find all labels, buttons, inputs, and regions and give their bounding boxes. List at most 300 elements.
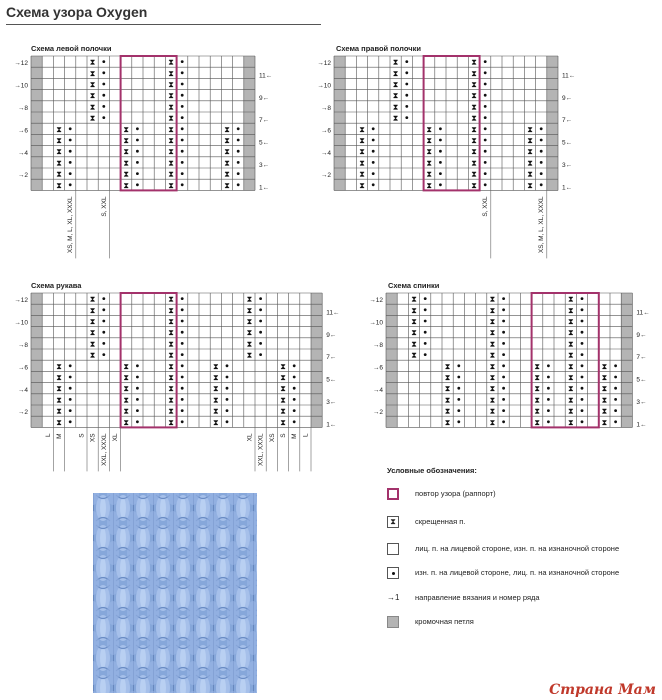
purl-stitch <box>547 376 550 379</box>
crossed-stitch: ⧗ <box>567 361 574 371</box>
crossed-stitch: ⧗ <box>534 361 541 371</box>
row-label-left: →4 <box>320 149 331 157</box>
crossed-stitch: ⧗ <box>411 350 417 360</box>
crossed-stitch: ⧗ <box>224 136 230 145</box>
crossed-stitch: ⧗ <box>411 294 417 304</box>
purl-stitch <box>484 71 487 74</box>
crossed-stitch: ⧗ <box>56 373 62 382</box>
purl-stitch <box>181 376 184 379</box>
size-label: S, XXL <box>482 196 490 217</box>
purl-stitch <box>102 353 105 356</box>
crossed-stitch: ⧗ <box>168 68 174 78</box>
row-label-right: 11← <box>259 72 273 80</box>
crossed-stitch: ⧗ <box>534 406 541 416</box>
purl-stitch <box>372 161 375 164</box>
crossed-stitch: ⧗ <box>123 147 130 157</box>
crossed-stitch: ⧗ <box>527 136 533 145</box>
crossed-stitch: ⧗ <box>534 384 541 394</box>
purl-stitch <box>136 376 139 379</box>
crossed-stitch: ⧗ <box>168 147 174 157</box>
row-label-right: 9← <box>636 331 647 339</box>
purl-stitch <box>581 331 584 334</box>
crossed-stitch: ⧗ <box>89 328 96 338</box>
crossed-stitch: ⧗ <box>359 169 365 179</box>
row-label-right: 9← <box>326 331 337 339</box>
crossed-stitch: ⧗ <box>489 406 496 416</box>
size-label: L <box>44 433 52 438</box>
crossed-stitch: ⧗ <box>601 406 608 416</box>
row-label-right: 5← <box>259 139 270 147</box>
crossed-stitch: ⧗ <box>567 417 574 427</box>
crossed-stitch: ⧗ <box>168 361 174 371</box>
row-label-right: 11← <box>562 72 576 80</box>
chart-title: Схема рукава <box>31 281 82 290</box>
purl-stitch <box>181 387 184 390</box>
purl-stitch <box>102 83 105 86</box>
watermark: Страна Мам <box>549 682 656 698</box>
crossed-stitch: ⧗ <box>246 350 253 360</box>
chart-title: Схема спинки <box>388 281 440 290</box>
crossed-stitch: ⧗ <box>426 136 433 145</box>
crossed-stitch: ⧗ <box>392 102 399 112</box>
repeat-outline-icon <box>387 488 399 500</box>
row-label-left: →4 <box>372 386 383 394</box>
purl-stitch <box>581 364 584 367</box>
purl-stitch <box>181 342 184 345</box>
purl-stitch <box>69 161 72 164</box>
size-label: S <box>78 433 86 438</box>
crossed-stitch: ⧗ <box>444 395 451 405</box>
crossed-stitch: ⧗ <box>567 350 574 360</box>
row-label-right: 11← <box>636 309 650 317</box>
purl-stitch <box>502 398 505 401</box>
chart-title: Схема правой полочки <box>336 44 421 53</box>
purl-stitch <box>259 331 262 334</box>
purl-stitch <box>547 364 550 367</box>
purl-stitch <box>293 364 296 367</box>
row-label-left: →2 <box>320 172 331 180</box>
row-label-right: 3← <box>636 399 647 406</box>
size-label: XS, M, L, XL, XXXL <box>538 196 546 254</box>
crossed-stitch: ⧗ <box>444 361 451 371</box>
crossed-stitch: ⧗ <box>392 80 399 89</box>
crossed-stitch: ⧗ <box>212 361 219 371</box>
crossed-stitch: ⧗ <box>224 124 230 134</box>
row-label-right: 1← <box>562 184 573 192</box>
purl-stitch <box>502 376 505 379</box>
crossed-stitch: ⧗ <box>168 124 174 134</box>
row-label-right: 5← <box>562 139 573 147</box>
purl-stitch <box>484 83 487 86</box>
crossed-stitch: ⧗ <box>123 361 130 371</box>
purl-stitch <box>581 297 584 300</box>
purl-stitch <box>424 308 427 311</box>
purl-stitch <box>136 172 139 175</box>
crossed-stitch: ⧗ <box>392 68 399 78</box>
crossed-stitch: ⧗ <box>123 406 130 416</box>
crossed-stitch: ⧗ <box>123 169 130 179</box>
purl-stitch <box>405 105 408 108</box>
purl-stitch <box>102 94 105 97</box>
crossed-stitch: ⧗ <box>168 395 174 405</box>
crossed-stitch: ⧗ <box>168 136 174 145</box>
crossed-stitch: ⧗ <box>280 417 286 427</box>
purl-stitch <box>226 376 229 379</box>
crossed-stitch: ⧗ <box>56 384 62 394</box>
size-label: XXL, XXXL <box>257 433 265 466</box>
purl-stitch <box>581 398 584 401</box>
crossed-stitch: ⧗ <box>168 80 174 89</box>
chart-left-front <box>0 44 320 284</box>
legend-label: кромочная петля <box>415 617 474 626</box>
crossed-stitch: ⧗ <box>212 373 219 382</box>
crossed-stitch: ⧗ <box>601 395 608 405</box>
crossed-stitch: ⧗ <box>471 180 477 190</box>
row-label-left: →6 <box>17 364 28 372</box>
purl-stitch <box>502 297 505 300</box>
crossed-stitch: ⧗ <box>246 339 253 349</box>
purl-stitch <box>181 297 184 300</box>
crossed-stitch: ⧗ <box>527 147 533 157</box>
purl-stitch <box>102 60 105 63</box>
crossed-stitch: ⧗ <box>123 395 130 405</box>
row-label-left: →10 <box>317 82 331 90</box>
crossed-stitch: ⧗ <box>168 158 174 168</box>
crossed-stitch: ⧗ <box>89 80 96 89</box>
crossed-stitch: ⧗ <box>168 294 174 304</box>
crossed-stitch: ⧗ <box>601 361 608 371</box>
purl-stitch <box>181 353 184 356</box>
crossed-stitch: ⧗ <box>567 294 574 304</box>
crossed-stitch: ⧗ <box>444 406 451 416</box>
purl-stitch <box>181 60 184 63</box>
row-label-left: →8 <box>17 105 28 112</box>
crossed-stitch: ⧗ <box>280 373 286 382</box>
chart-grid <box>0 281 380 491</box>
purl-stitch <box>69 420 72 423</box>
purl-stitch <box>540 150 543 153</box>
purl-stitch <box>540 183 543 186</box>
crossed-stitch: ⧗ <box>411 317 417 326</box>
purl-stitch <box>181 183 184 186</box>
crossed-stitch: ⧗ <box>212 417 219 427</box>
purl-stitch <box>372 183 375 186</box>
purl-stitch <box>439 183 442 186</box>
crossed-stitch: ⧗ <box>444 373 451 382</box>
crossed-stitch: ⧗ <box>56 406 62 416</box>
crossed-stitch: ⧗ <box>471 147 477 157</box>
purl-stitch <box>181 420 184 423</box>
crossed-stitch: ⧗ <box>123 180 130 190</box>
purl-stitch <box>484 150 487 153</box>
purl-stitch <box>424 297 427 300</box>
crossed-stitch: ⧗ <box>527 124 533 134</box>
row-label-left: →4 <box>17 386 28 394</box>
crossed-stitch: ⧗ <box>168 91 174 101</box>
purl-stitch <box>484 127 487 130</box>
crossed-stitch: ⧗ <box>489 305 496 315</box>
purl-stitch <box>136 150 139 153</box>
purl-stitch <box>484 60 487 63</box>
crossed-stitch: ⧗ <box>123 373 130 382</box>
purl-stitch <box>181 398 184 401</box>
crossed-stitch: ⧗ <box>280 384 286 394</box>
purl-stitch <box>581 409 584 412</box>
row-label-left: →6 <box>372 364 383 372</box>
purl-stitch <box>237 139 240 142</box>
row-label-left: →10 <box>14 82 28 90</box>
crossed-stitch: ⧗ <box>280 406 286 416</box>
purl-stitch <box>69 150 72 153</box>
purl-stitch <box>293 420 296 423</box>
purl-stitch <box>237 150 240 153</box>
row-label-left: →12 <box>14 60 28 68</box>
row-label-right: 9← <box>259 94 270 102</box>
purl-stitch <box>69 398 72 401</box>
crossed-stitch: ⧗ <box>489 328 496 338</box>
purl-stitch <box>614 376 617 379</box>
purl-stitch <box>136 420 139 423</box>
purl-stitch <box>457 398 460 401</box>
size-label: XL <box>112 433 119 442</box>
crossed-stitch: ⧗ <box>359 180 365 190</box>
purl-stitch <box>372 127 375 130</box>
crossed-stitch: ⧗ <box>527 158 533 168</box>
crossed-stitch: ⧗ <box>123 136 130 145</box>
purl-stitch <box>293 376 296 379</box>
row-label-left: →10 <box>369 319 383 327</box>
purl-stitch <box>69 364 72 367</box>
purl-stitch <box>424 331 427 334</box>
crossed-stitch: ⧗ <box>471 124 477 134</box>
crossed-stitch: ⧗ <box>89 102 96 112</box>
crossed-stitch: ⧗ <box>489 373 496 382</box>
row-label-right: 5← <box>326 376 337 384</box>
legend-label: направление вязания и номер ряда <box>415 593 540 602</box>
crossed-stitch: ⧗ <box>224 169 230 179</box>
purl-stitch <box>457 420 460 423</box>
crossed-stitch: ⧗ <box>471 80 477 89</box>
crossed-stitch: ⧗ <box>168 384 174 394</box>
purl-stitch <box>181 409 184 412</box>
row-label-left: →2 <box>17 172 28 180</box>
purl-stitch <box>69 376 72 379</box>
purl-stitch <box>502 420 505 423</box>
crossed-stitch: ⧗ <box>168 169 174 179</box>
size-label: XS, M, L, XL, XXXL <box>67 196 75 254</box>
purl-stitch <box>502 387 505 390</box>
crossed-stitch: ⧗ <box>567 339 574 349</box>
crossed-stitch: ⧗ <box>56 417 62 427</box>
purl-stitch <box>181 161 184 164</box>
crossed-stitch: ⧗ <box>471 91 477 101</box>
purl-stitch <box>226 387 229 390</box>
crossed-stitch: ⧗ <box>168 180 174 190</box>
crossed-stitch: ⧗ <box>56 147 62 157</box>
purl-stitch <box>259 297 262 300</box>
purl-stitch <box>181 116 184 119</box>
crossed-stitch: ⧗ <box>471 113 477 123</box>
crossed-stitch: ⧗ <box>89 57 96 67</box>
purl-stitch <box>405 94 408 97</box>
row-label-left: →12 <box>317 60 331 68</box>
crossed-stitch: ⧗ <box>246 305 253 315</box>
purl-stitch <box>237 183 240 186</box>
row-label-left: →4 <box>17 149 28 157</box>
crossed-stitch: ⧗ <box>123 417 130 427</box>
crossed-stitch: ⧗ <box>392 91 399 101</box>
chart-grid <box>303 44 623 284</box>
crossed-stitch-icon: ⧗ <box>387 516 399 528</box>
purl-stitch <box>102 297 105 300</box>
purl-stitch <box>69 127 72 130</box>
size-label: L <box>302 433 310 438</box>
crossed-stitch: ⧗ <box>426 180 433 190</box>
crossed-stitch: ⧗ <box>280 395 286 405</box>
row-label-left: →12 <box>14 297 28 305</box>
crossed-stitch: ⧗ <box>426 147 433 157</box>
crossed-stitch: ⧗ <box>89 294 96 304</box>
legend-label: скрещенная п. <box>415 517 466 526</box>
crossed-stitch: ⧗ <box>89 91 96 101</box>
crossed-stitch: ⧗ <box>489 417 496 427</box>
crossed-stitch: ⧗ <box>168 305 174 315</box>
purl-stitch-icon <box>387 567 399 579</box>
purl-stitch <box>237 127 240 130</box>
row-label-left: →2 <box>372 409 383 417</box>
purl-stitch <box>547 420 550 423</box>
crossed-stitch: ⧗ <box>246 317 253 326</box>
purl-stitch <box>547 387 550 390</box>
purl-stitch <box>614 420 617 423</box>
purl-stitch <box>181 320 184 323</box>
crossed-stitch: ⧗ <box>89 339 96 349</box>
crossed-stitch: ⧗ <box>426 169 433 179</box>
row-label-right: 11← <box>326 309 340 317</box>
edge-stitch-icon <box>387 616 399 628</box>
crossed-stitch: ⧗ <box>168 317 174 326</box>
crossed-stitch: ⧗ <box>426 158 433 168</box>
purl-stitch <box>69 172 72 175</box>
purl-stitch <box>439 127 442 130</box>
crossed-stitch: ⧗ <box>359 124 365 134</box>
crossed-stitch: ⧗ <box>489 361 496 371</box>
purl-stitch <box>457 409 460 412</box>
purl-stitch <box>259 308 262 311</box>
purl-stitch <box>405 60 408 63</box>
legend-label: повтор узора (раппорт) <box>415 489 496 498</box>
crossed-stitch: ⧗ <box>471 158 477 168</box>
crossed-stitch: ⧗ <box>224 147 230 157</box>
purl-stitch <box>439 139 442 142</box>
purl-stitch <box>405 71 408 74</box>
row-label-right: 7← <box>326 354 337 362</box>
crossed-stitch: ⧗ <box>471 102 477 112</box>
row-label-left: →8 <box>372 342 383 349</box>
page-title: Схема узора Oxygen <box>6 4 148 20</box>
crossed-stitch: ⧗ <box>212 406 219 416</box>
purl-stitch <box>547 409 550 412</box>
purl-stitch <box>136 139 139 142</box>
purl-stitch <box>540 172 543 175</box>
crossed-stitch: ⧗ <box>56 124 62 134</box>
purl-stitch <box>226 420 229 423</box>
crossed-stitch: ⧗ <box>168 406 174 416</box>
purl-stitch <box>259 320 262 323</box>
purl-stitch <box>484 116 487 119</box>
row-direction-icon: →1 <box>387 593 400 602</box>
size-label: S, XXL <box>100 196 108 217</box>
row-label-right: 5← <box>636 376 647 384</box>
crossed-stitch: ⧗ <box>471 57 477 67</box>
crossed-stitch: ⧗ <box>168 113 174 123</box>
crossed-stitch: ⧗ <box>411 305 417 315</box>
crossed-stitch: ⧗ <box>89 317 96 326</box>
crossed-stitch: ⧗ <box>359 158 365 168</box>
purl-stitch <box>136 409 139 412</box>
purl-stitch <box>293 387 296 390</box>
crossed-stitch: ⧗ <box>56 180 62 190</box>
purl-stitch <box>581 308 584 311</box>
purl-stitch <box>502 342 505 345</box>
crossed-stitch: ⧗ <box>123 124 130 134</box>
purl-stitch <box>136 364 139 367</box>
crossed-stitch: ⧗ <box>489 317 496 326</box>
crossed-stitch: ⧗ <box>168 339 174 349</box>
crossed-stitch: ⧗ <box>168 417 174 427</box>
crossed-stitch: ⧗ <box>411 339 417 349</box>
purl-stitch <box>259 353 262 356</box>
row-label-right: 7← <box>259 117 270 125</box>
purl-stitch <box>69 139 72 142</box>
purl-stitch <box>581 376 584 379</box>
purl-stitch <box>226 364 229 367</box>
crossed-stitch: ⧗ <box>56 361 62 371</box>
purl-stitch <box>181 172 184 175</box>
purl-stitch <box>502 320 505 323</box>
size-label: XS <box>268 433 276 443</box>
purl-stitch <box>614 398 617 401</box>
purl-stitch <box>102 71 105 74</box>
row-label-left: →8 <box>17 342 28 349</box>
purl-stitch <box>540 161 543 164</box>
row-label-right: 3← <box>562 162 573 169</box>
row-label-right: 7← <box>562 117 573 125</box>
size-label: M <box>291 433 299 439</box>
purl-stitch <box>502 331 505 334</box>
purl-stitch <box>424 320 427 323</box>
row-label-left: →2 <box>17 409 28 417</box>
crossed-stitch: ⧗ <box>489 350 496 360</box>
chart-grid <box>355 281 655 451</box>
crossed-stitch: ⧗ <box>601 373 608 382</box>
purl-stitch <box>457 364 460 367</box>
crossed-stitch: ⧗ <box>489 384 496 394</box>
crossed-stitch: ⧗ <box>527 180 533 190</box>
chart-right-front <box>303 44 623 284</box>
crossed-stitch: ⧗ <box>168 350 174 360</box>
purl-stitch <box>502 353 505 356</box>
crossed-stitch: ⧗ <box>359 136 365 145</box>
purl-stitch <box>581 342 584 345</box>
purl-stitch <box>293 409 296 412</box>
purl-stitch <box>181 127 184 130</box>
crossed-stitch: ⧗ <box>168 328 174 338</box>
crossed-stitch: ⧗ <box>567 305 574 315</box>
knit-swatch-photo <box>93 493 257 693</box>
row-label-right: 1← <box>636 421 647 429</box>
purl-stitch <box>259 342 262 345</box>
